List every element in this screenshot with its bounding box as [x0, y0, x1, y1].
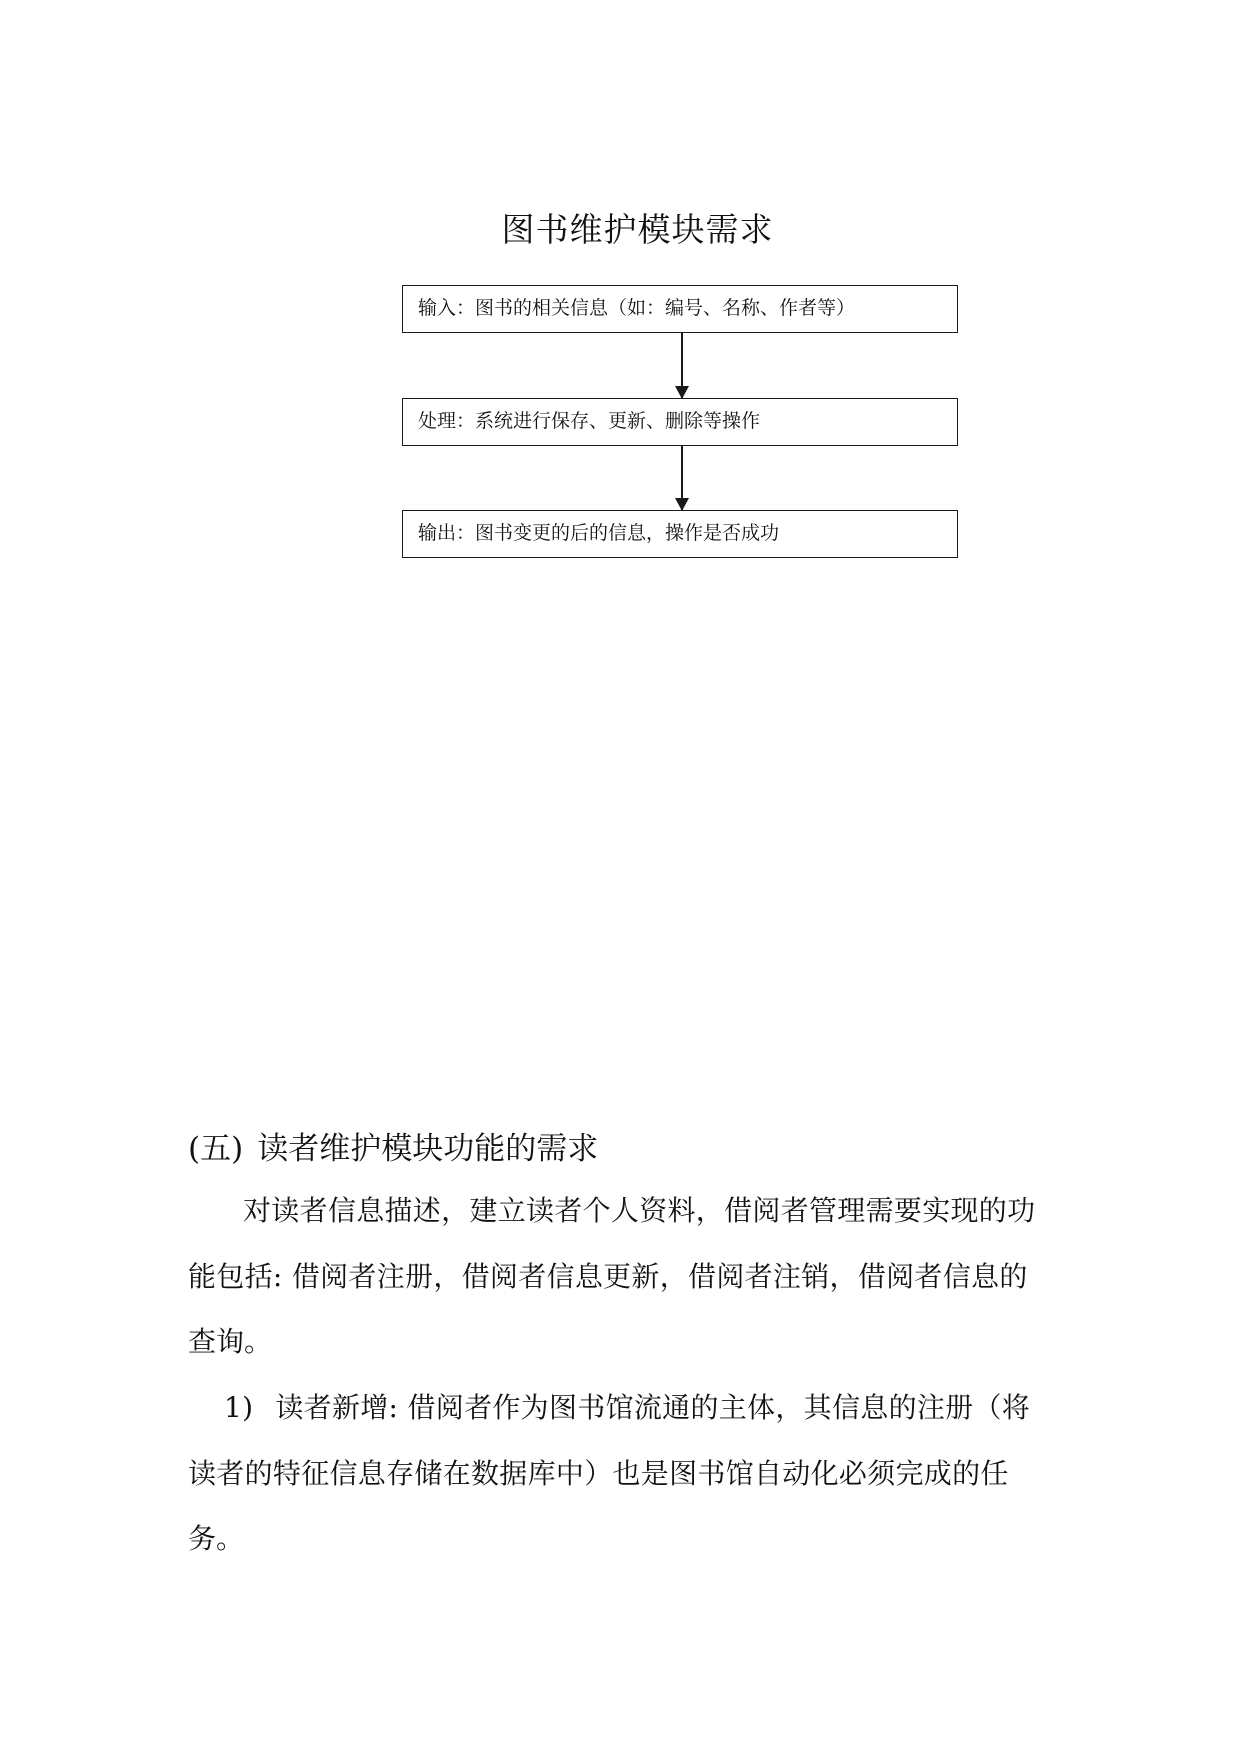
list-item-text: 读者新增: 借阅者作为图书馆流通的主体，其信息的注册（将 — [275, 1391, 1031, 1424]
paragraph-line: 能包括: 借阅者注册，借阅者信息更新，借阅者注销，借阅者信息的 — [188, 1260, 1028, 1293]
flow-arrow-2 — [681, 446, 683, 510]
diagram-title: 图书维护模块需求 — [501, 210, 774, 249]
section-title: 读者维护模块功能的需求 — [257, 1131, 599, 1167]
flow-box-output: 输出：图书变更的后的信息，操作是否成功 — [402, 510, 958, 558]
list-item-line — [224, 1388, 1030, 1428]
section-number: (五) — [188, 1131, 244, 1167]
list-item-number: 1) — [224, 1391, 254, 1424]
flow-arrow-1 — [681, 333, 683, 398]
list-item-line: 读者的特征信息存储在数据库中）也是图书馆自动化必须完成的任 — [188, 1457, 1009, 1490]
flow-box-input: 输入：图书的相关信息（如：编号、名称、作者等） — [402, 285, 958, 333]
paragraph-line: 对读者信息描述，建立读者个人资料，借阅者管理需要实现的功 — [243, 1194, 1036, 1227]
paragraph-line: 查询。 — [188, 1325, 273, 1358]
section-heading — [188, 1127, 598, 1171]
list-item-line: 务。 — [188, 1522, 245, 1555]
flow-box-process: 处理：系统进行保存、更新、删除等操作 — [402, 398, 958, 446]
